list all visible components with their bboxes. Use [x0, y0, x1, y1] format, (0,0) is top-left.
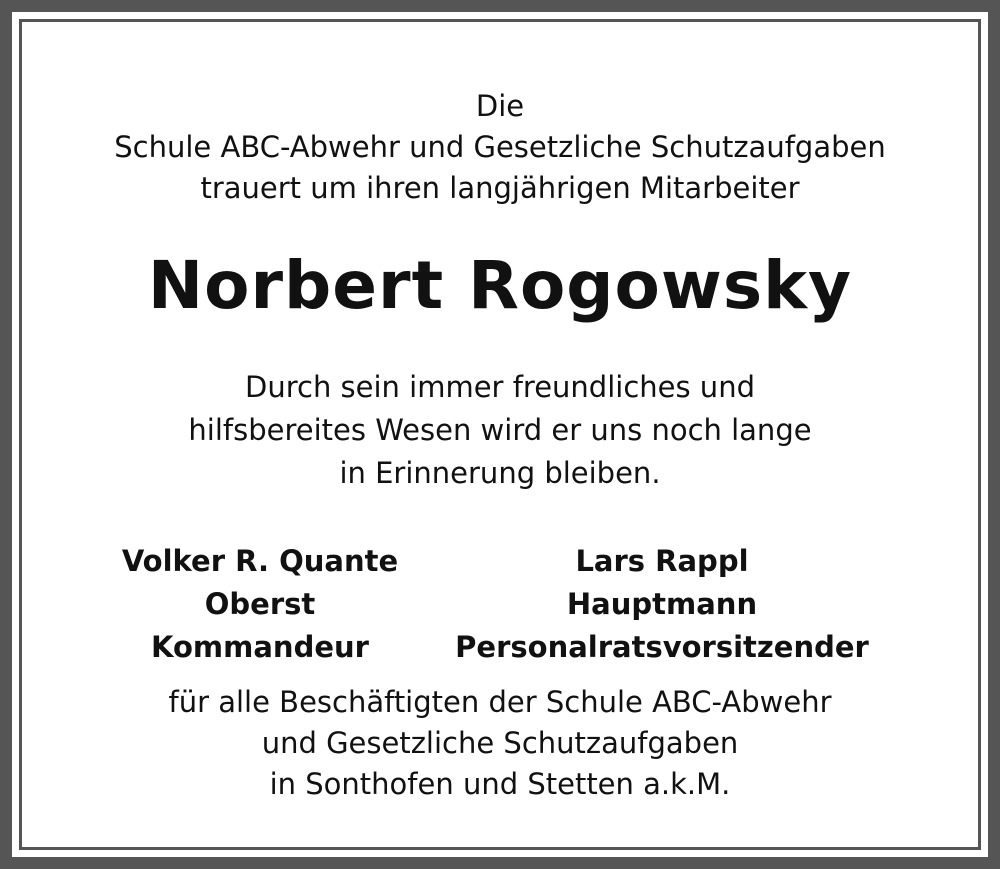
message-line-3: in Erinnerung bleiben.: [339, 456, 661, 490]
deceased-name: Norbert Rogowsky: [147, 247, 853, 324]
signatory-name: Volker R. Quante: [121, 544, 399, 578]
signatory-rank: Oberst: [204, 587, 316, 621]
signatures: [22, 540, 978, 670]
message-block: [22, 366, 978, 495]
signatory-role: Personalratsvorsitzender: [455, 630, 869, 664]
signatory-right: [450, 540, 874, 669]
signatory-role: Kommandeur: [151, 630, 369, 664]
intro-block: [22, 86, 978, 209]
signatory-rank: Hauptmann: [566, 587, 758, 621]
obituary-notice: [19, 19, 981, 850]
footer-line-2: und Gesetzliche Schutzaufgaben: [261, 726, 739, 760]
message-line-2: hilfsbereites Wesen wird er uns noch lange: [188, 413, 812, 447]
intro-line-1: Die: [475, 89, 525, 123]
intro-line-3: trauert um ihren langjährigen Mitarbeiter: [200, 171, 800, 205]
frame-gap: [12, 12, 988, 857]
signatory-left: [78, 540, 442, 669]
footer-line-1: für alle Beschäftigten der Schule ABC-Abwehr: [168, 685, 832, 719]
footer-line-3: in Sonthofen und Stetten a.k.M.: [269, 767, 731, 801]
footer-block: [22, 682, 978, 805]
intro-line-2: Schule ABC-Abwehr und Gesetzliche Schutzaufgaben: [114, 130, 886, 164]
signatory-name: Lars Rappl: [575, 544, 749, 578]
message-line-1: Durch sein immer freundliches und: [245, 370, 755, 404]
